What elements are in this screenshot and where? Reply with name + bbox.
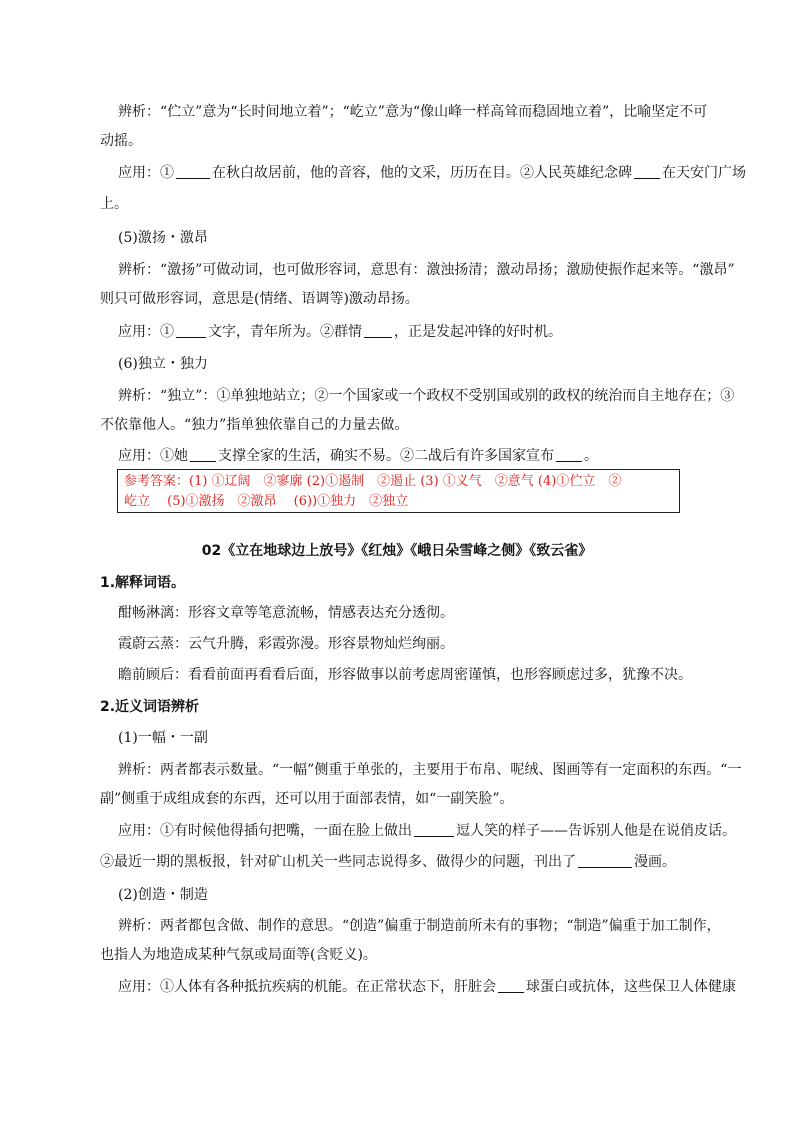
fill-blank <box>176 323 206 338</box>
subsection-title: (6)独立・独力 <box>118 356 208 372</box>
analysis-line: 则只可做形容词，意思是(情绪、语调等)激动昂扬。 <box>100 291 419 307</box>
application-text: 应用：①她 <box>118 448 188 464</box>
answer-line: 参考答案：(1) ①辽阔 ②寥廓 (2)①遏制 ②遏止 (3) ①义气 ②意气 (4)①伫立 ② <box>124 474 622 489</box>
analysis-line: 辨析：“激扬”可做动词，也可做形容词，意思有：激浊扬清；激动昂扬；激励使振作起来等。“激昂” <box>118 262 735 278</box>
part-heading: 2.近义词语辨析 <box>100 699 200 715</box>
fill-blank <box>176 164 210 179</box>
fill-blank <box>414 822 454 837</box>
definition-item: 酣畅淋漓：形容文章等笔意流畅，情感表达充分透彻。 <box>118 605 454 621</box>
application-text: 在天安门广场 <box>662 165 746 181</box>
fill-blank <box>634 164 660 179</box>
application-text: 应用：①人体有各种抵抗疾病的机能。在正常状态下，肝脏会 <box>118 979 496 995</box>
application-text: 。 <box>584 448 598 464</box>
fill-blank <box>364 323 392 338</box>
answer-box <box>117 469 680 513</box>
application-line <box>100 852 676 872</box>
application-line <box>118 821 736 841</box>
application-text: 球蛋白或抗体，这些保卫人体健康 <box>526 979 736 995</box>
application-text: 漫画。 <box>634 854 676 870</box>
application-text: 应用：① <box>118 165 174 181</box>
analysis-line: 辨析：两者都包含做、制作的意思。“创造”偏重于制造前所未有的事物；“制造”偏重于加工制作， <box>118 918 721 934</box>
analysis-line: 副”侧重于成组成套的东西，还可以用于面部表情，如“一副笑脸”。 <box>100 791 514 807</box>
analysis-line: 辨析：两者都表示数量。“一幅”侧重于单张的，主要用于布帛、呢绒、图画等有一定面积的东西。“一 <box>118 762 742 778</box>
subsection-title: (2)创造・制造 <box>118 887 208 903</box>
application-line <box>118 163 746 183</box>
analysis-line: 不依靠他人。“独力”指单独依靠自己的力量去做。 <box>100 417 409 433</box>
application-line <box>118 322 678 342</box>
part-heading: 1.解释词语。 <box>100 575 186 591</box>
application-text: 文字，青年所为。②群情 <box>208 324 362 340</box>
application-text: 应用：①有时候他得插句把嘴，一面在脸上做出 <box>118 823 412 839</box>
section-title: 02《立在地球边上放号》《红烛》《峨日朵雪峰之侧》《致云雀》 <box>201 543 593 559</box>
fill-blank <box>498 978 524 993</box>
analysis-line: 也指人为地造成某种气氛或局面等(含贬义)。 <box>100 947 377 963</box>
application-line: 上。 <box>100 196 128 212</box>
application-line <box>118 977 736 997</box>
application-text: 逗人笑的样子——告诉别人他是在说俏皮话。 <box>456 823 736 839</box>
definition-item: 霞蔚云蒸：云气升腾，彩霞弥漫。形容景物灿烂绚丽。 <box>118 636 454 652</box>
analysis-line: 辨析：“伫立”意为“长时间地立着”；“屹立”意为“像山峰一样高耸而稳固地立着”，比喻坚定不可 <box>118 104 708 120</box>
fill-blank <box>190 447 216 462</box>
application-text: ②最近一期的黑板报，针对矿山机关一些同志说得多、做得少的问题，刊出了 <box>100 854 576 870</box>
subsection-title: (5)激扬・激昂 <box>118 230 208 246</box>
fill-blank <box>556 447 582 462</box>
application-text: 在秋白故居前，他的音容，他的文采，历历在目。②人民英雄纪念碑 <box>212 165 632 181</box>
analysis-line: 动摇。 <box>100 133 142 149</box>
application-text: 应用：① <box>118 324 174 340</box>
analysis-line: 辨析：“独立”：①单独地站立；②一个国家或一个政权不受别国或别的政权的统治而自主地存在；③ <box>118 388 735 404</box>
application-line <box>118 446 678 466</box>
fill-blank <box>578 853 632 868</box>
application-text: ，正是发起冲锋的好时机。 <box>394 324 562 340</box>
definition-item: 瞻前顾后：看看前面再看看后面，形容做事以前考虑周密谨慎，也形容顾虑过多，犹豫不决。 <box>118 667 692 683</box>
subsection-title: (1)一幅・一副 <box>118 730 208 746</box>
answer-line: 屹立 (5)①激扬 ②激昂 (6))①独力 ②独立 <box>124 494 409 509</box>
application-text: 支撑全家的生活，确实不易。②二战后有许多国家宣布 <box>218 448 554 464</box>
